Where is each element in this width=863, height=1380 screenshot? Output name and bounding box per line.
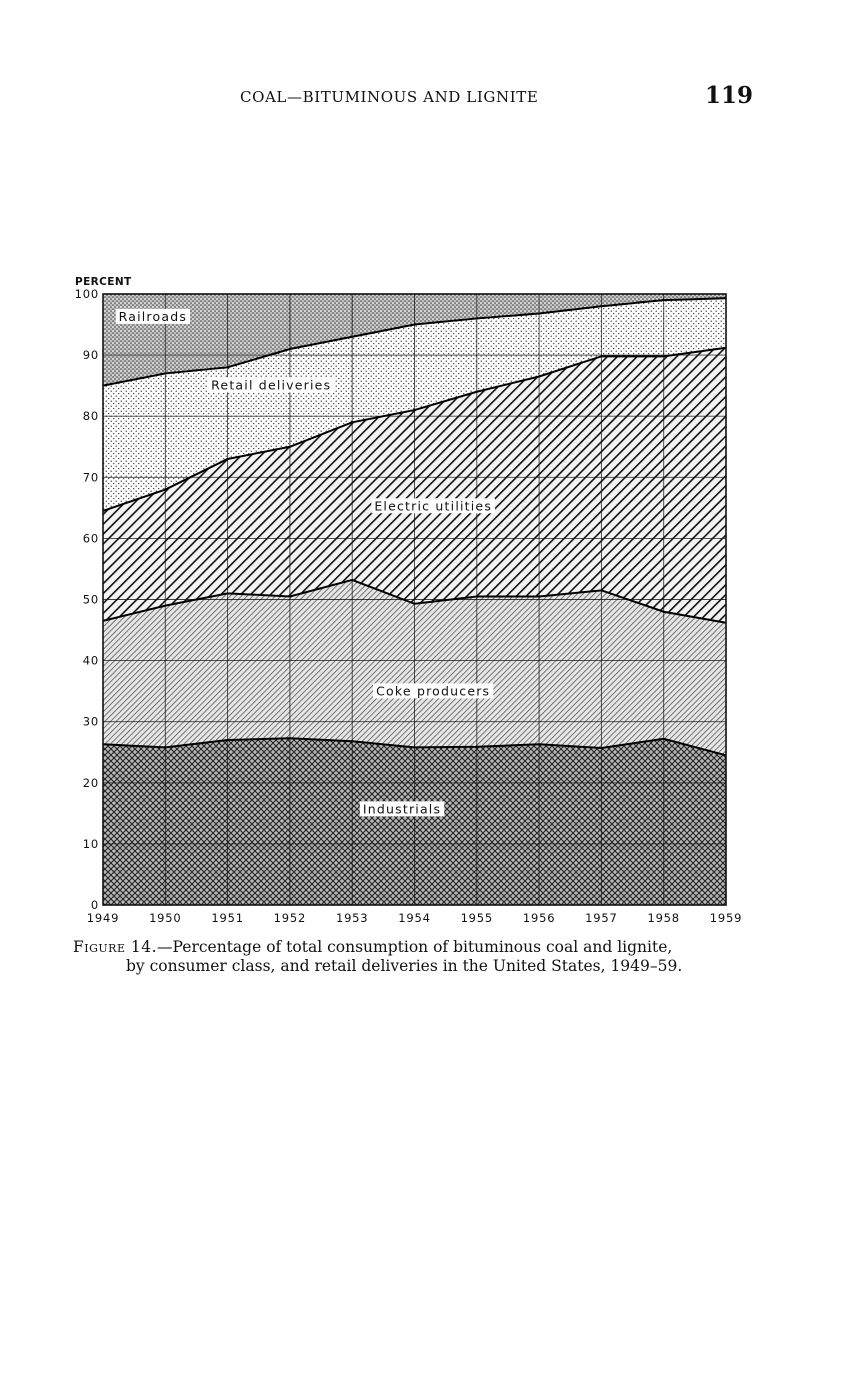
area-label-coke-producers [373,683,493,698]
y-tick-label-0: 0 [90,898,99,912]
x-tick-label-1959: 1959 [709,911,743,925]
running-head: COAL—BITUMINOUS AND LIGNITE [240,88,539,106]
x-tick-label-1955: 1955 [460,911,494,925]
y-tick-label-90: 90 [82,348,99,363]
caption-line-1 [73,938,748,957]
x-tick-label-1952: 1952 [273,911,307,925]
figure-tag: Figure 14. [73,938,158,956]
x-tick-label-1949: 1949 [86,911,120,925]
y-axis-title: PERCENT [75,276,132,288]
area-label-text: Retail deliveries [211,377,332,393]
x-tick-label-1957: 1957 [585,911,618,925]
x-tick-label-1954: 1954 [398,911,431,925]
area-label-text: Electric utilities [374,498,493,514]
y-tick-label-60: 60 [82,531,99,546]
y-tick-label-30: 30 [82,714,99,729]
area-label-retail-deliveries [208,377,334,392]
area-label-text: Industrials [362,801,442,817]
x-tick-label-1950: 1950 [149,911,182,925]
caption-line-2: by consumer class, and retail deliveries in the United States, 1949–59. [126,957,683,975]
stacked-area-chart [0,260,863,940]
figure-caption [73,938,748,976]
x-tick-label-1958: 1958 [647,911,680,925]
y-tick-label-40: 40 [82,653,99,668]
caption-text-1: —Percentage of total consumption of bituminous coal and lignite, [157,938,673,956]
x-tick-label-1953: 1953 [335,911,369,925]
area-label-electric-utilities [371,498,495,513]
y-tick-label-80: 80 [82,409,99,424]
page-number: 119 [705,82,754,109]
y-tick-label-10: 10 [82,836,99,851]
area-label-industrials [360,801,444,816]
page-header [0,82,863,112]
x-tick-label-1951: 1951 [211,911,244,925]
x-tick-label-1956: 1956 [522,911,556,925]
y-tick-label-70: 70 [82,470,99,485]
y-tick-label-50: 50 [82,592,99,607]
area-label-railroads [116,309,190,324]
area-label-text: Coke producers [376,683,491,699]
area-label-text: Railroads [118,308,188,324]
y-tick-label-100: 100 [74,287,99,301]
y-tick-label-20: 20 [82,775,99,790]
